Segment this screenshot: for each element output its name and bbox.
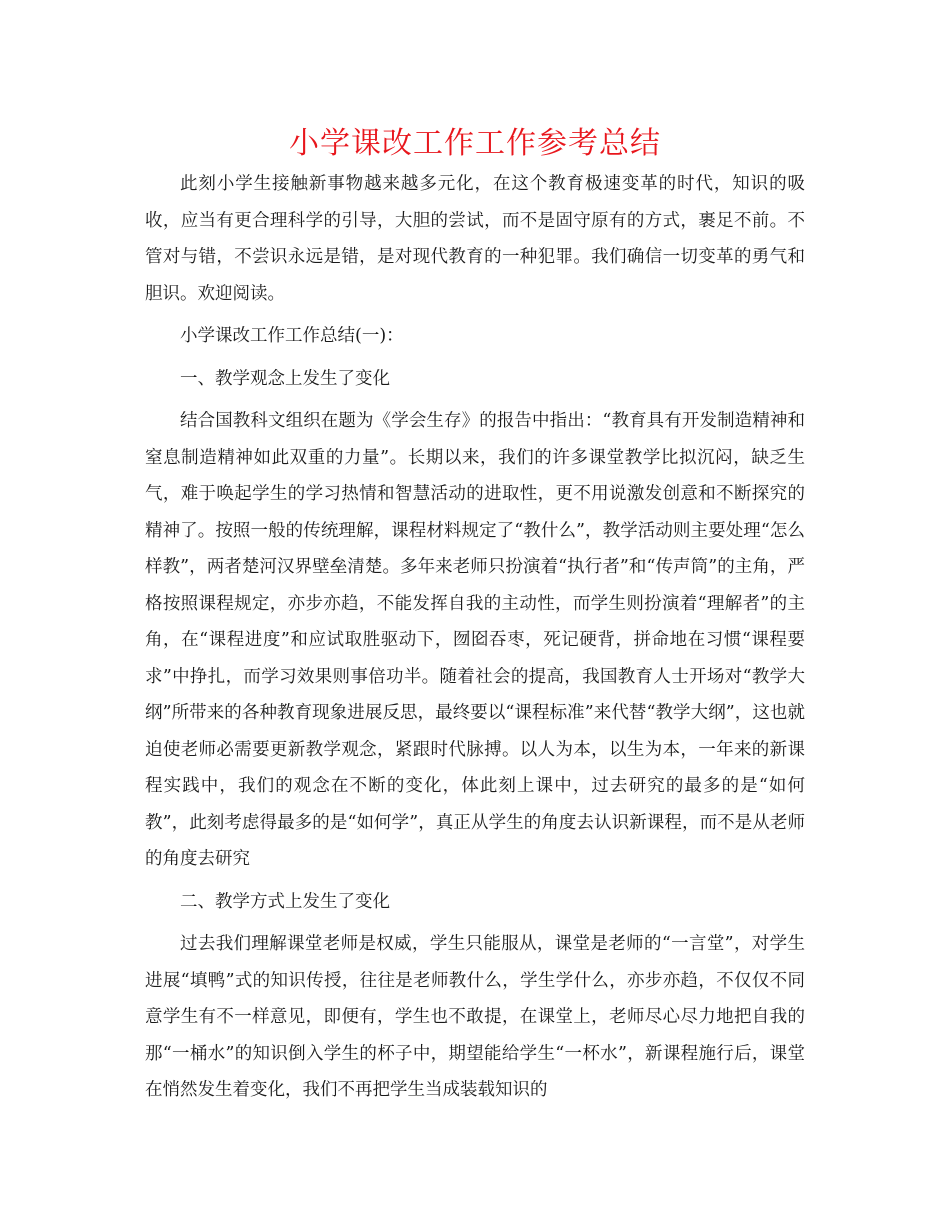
body-paragraph-2: 过去我们理解课堂老师是权威，学生只能服从，课堂是老师的“一言堂”，对学生进展“填鸭”式的知识传授，往往是老师教什么，学生学什么，亦步亦趋，不仅仅不同意学生有不一样意见，即便有，学生也不敢提，在课堂上，老师尽心尽力地把自我的那“一桶水”的知识倒入学生的杯子中，期望能给学生“一杯水”，新课程施行后，课堂在悄然发生着变化，我们不再把学生当成装载知识的 [145, 934, 805, 1100]
intro-paragraph: 此刻小学生接触新事物越来越多元化，在这个教育极速变革的时代，知识的吸收，应当有更合理科学的引导，大胆的尝试，而不是固守原有的方式，裹足不前。不管对与错，不尝识永远是错，是对现代教育的一种犯罪。我们确信一切变革的勇气和胆识。欢迎阅读。 [145, 174, 805, 304]
document-title: 小学课改工作工作参考总结 [289, 126, 661, 161]
section-subtitle: 小学课改工作工作总结(一)： [180, 326, 404, 346]
section-heading-1: 一、教学观念上发生了变化 [180, 368, 390, 389]
section-heading-2: 二、教学方式上发生了变化 [180, 891, 390, 912]
body-paragraph-1: 结合国教科文组织在题为《学会生存》的报告中指出：“教育具有开发制造精神和窒息制造精神如此双重的力量”。长期以来，我们的许多课堂教学比拟沉闷，缺乏生气，难于唤起学生的学习热情和智慧活动的进取性，更不用说激发创意和不断探究的精神了。按照一般的传统理解，课程材料规定了“教什么”，教学活动则主要处理“怎么样教”，两者楚河汉界壁垒清楚。多年来老师只扮演着“执行者”和“传声筒”的主角，严格按照课程规定，亦步亦趋，不能发挥自我的主动性，而学生则扮演着“理解者”的主角，在“课程进度”和应试取胜驱动下，囫囵吞枣，死记硬背，拼命地在习惯“课程要求”中挣扎，而学习效果则事倍功半。随着社会的提高，我国教育人士开场对“教学大纲”所带来的各种教育现象进展反思，最终要以“课程标准”来代替“教学大纲”，这也就迫使老师必需要更新教学观念，紧跟时代脉搏。以人为本，以生为本，一年来的新课程实践中，我们的观念在不断的变化，体此刻上课中，过去研究的最多的是“如何教”，此刻考虑得最多的是“如何学”，真正从学生的角度去认识新课程，而不是从老师的角度去研究 [145, 411, 805, 869]
document-body [145, 166, 805, 1109]
